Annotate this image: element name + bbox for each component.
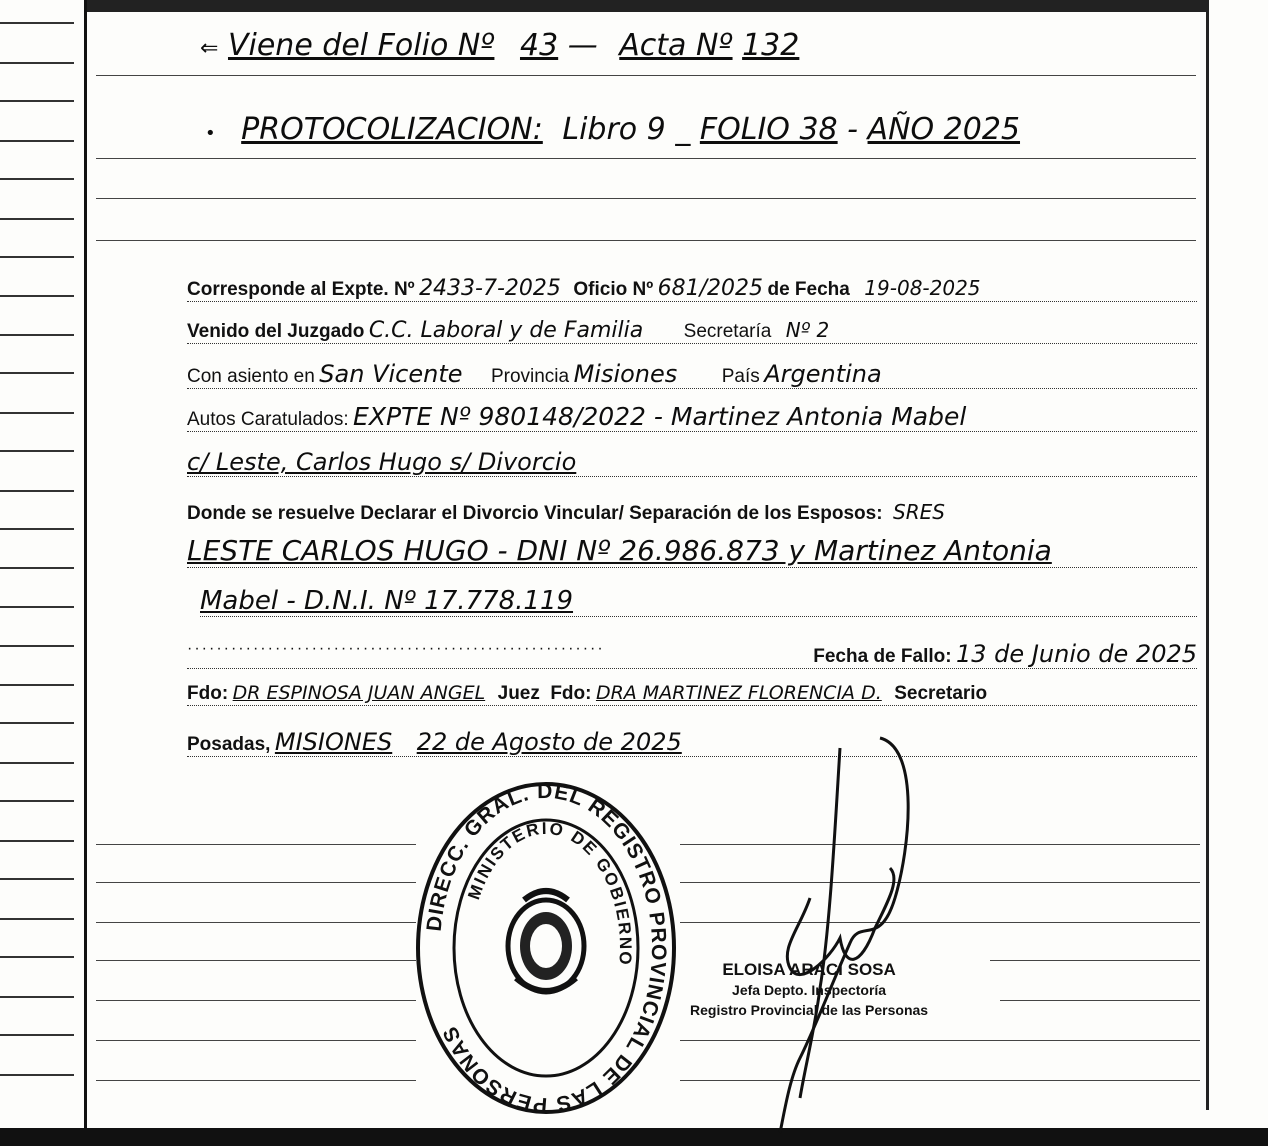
secretario-label: Secretario xyxy=(894,683,988,704)
page-right-edge xyxy=(1206,0,1209,1110)
acta-label: Acta Nº xyxy=(619,28,733,63)
secretaria-value: Nº 2 xyxy=(785,318,830,342)
anio-value: AÑO 2025 xyxy=(867,112,1021,147)
juez-label: Juez xyxy=(497,683,540,704)
sello-role: Jefa Depto. Inspectoría xyxy=(732,982,887,998)
sello-name: ELOISA ARACI SOSA xyxy=(722,960,896,979)
viene-folio-line: ⇐ Viene del Folio Nº 43 — Acta Nº 132 xyxy=(200,28,800,63)
provincia-label: Provincia xyxy=(490,366,570,387)
esposos-value-2: Mabel - D.N.I. Nº 17.778.119 xyxy=(200,586,574,616)
fecha-value: 19-08-2025 xyxy=(864,276,981,300)
coat-of-arms-icon xyxy=(508,891,584,992)
handwritten-signature xyxy=(760,728,930,1138)
expte-value: 2433-7-2025 xyxy=(419,276,561,301)
asiento-value: San Vicente xyxy=(319,360,463,388)
stamp-outer-text: DIRECC. GRAL. DEL REGISTRO PROVINCIAL DE LAS PERSONAS xyxy=(422,779,671,1117)
margin-line xyxy=(84,0,87,1146)
provincia-value: Misiones xyxy=(573,360,678,388)
autos-value-2: c/ Leste, Carlos Hugo s/ Divorcio xyxy=(187,448,577,476)
stamp-inner-text: MINISTERIO DE GOBIERNO xyxy=(464,818,636,968)
viene-folio-value: 43 xyxy=(519,28,559,63)
esposos-prefix: SRES xyxy=(893,500,945,524)
protocolizacion-line: • PROTOCOLIZACION: Libro 9 _ FOLIO 38 - AÑO 2025 xyxy=(205,112,1021,147)
fecha-fallo-line: ························································· Fecha de Fallo: 13 de Junio de 2025 xyxy=(187,640,1197,668)
pais-label: País xyxy=(721,366,760,387)
autos-continuation-line xyxy=(187,448,1197,477)
official-sello xyxy=(690,960,928,1020)
autos-value-1: EXPTE Nº 980148/2022 - Martinez Antonia Mabel xyxy=(353,402,967,431)
esposos-value-1: LESTE CARLOS HUGO - DNI Nº 26.986.873 y Martinez Antonia xyxy=(187,534,1052,567)
juzgado-value: C.C. Laboral y de Familia xyxy=(368,318,644,343)
oficio-value: 681/2025 xyxy=(657,276,764,301)
asiento-label: Con asiento en xyxy=(187,366,315,387)
donde-label: Donde se resuelve Declarar el Divorcio Vincular/ Separación de los Esposos: xyxy=(187,503,883,524)
pais-value: Argentina xyxy=(764,360,882,388)
fecha-fallo-label: Fecha de Fallo: xyxy=(813,646,952,667)
asiento-line xyxy=(187,360,1197,389)
page-top-edge xyxy=(84,0,1209,12)
juez-value: DR ESPINOSA JUAN ANGEL xyxy=(232,682,486,704)
folio-value: FOLIO 38 xyxy=(699,112,838,147)
secretario-value: DRA MARTINEZ FLORENCIA D. xyxy=(595,682,882,704)
autos-label: Autos Caratulados: xyxy=(187,409,349,430)
corresponde-label: Corresponde al Expte. Nº xyxy=(187,279,415,300)
page-bottom-edge xyxy=(0,1128,1268,1146)
esposos-line-1 xyxy=(187,534,1197,568)
juzgado-line xyxy=(187,318,1197,344)
firmas-line xyxy=(187,682,1197,706)
protocolizacion-label: PROTOCOLIZACION: xyxy=(241,112,543,147)
lugar-value: MISIONES xyxy=(274,728,393,756)
oficio-label: Oficio Nº xyxy=(573,279,654,300)
venido-label: Venido del Juzgado xyxy=(187,321,365,342)
libro-value: Libro 9 xyxy=(562,112,666,147)
viene-folio-label: Viene del Folio Nº xyxy=(227,28,495,63)
sello-office: Registro Provincial de las Personas xyxy=(690,1002,929,1018)
official-stamp xyxy=(412,778,680,1118)
fdo-label-2: Fdo: xyxy=(550,683,592,704)
secretaria-label: Secretaría xyxy=(683,321,772,342)
fdo-label-1: Fdo: xyxy=(187,683,229,704)
lugar-fecha-line xyxy=(187,728,1197,757)
lugar-label: Posadas, xyxy=(187,734,271,755)
autos-line xyxy=(187,402,1197,432)
fecha-fallo-value: 13 de Junio de 2025 xyxy=(956,640,1197,668)
fecha-label: de Fecha xyxy=(767,279,850,300)
donde-line xyxy=(187,500,1197,525)
esposos-line-2 xyxy=(200,586,1197,617)
acta-value: 132 xyxy=(742,28,800,63)
fecha-firma-value: 22 de Agosto de 2025 xyxy=(416,728,682,756)
expte-line xyxy=(187,276,1197,302)
